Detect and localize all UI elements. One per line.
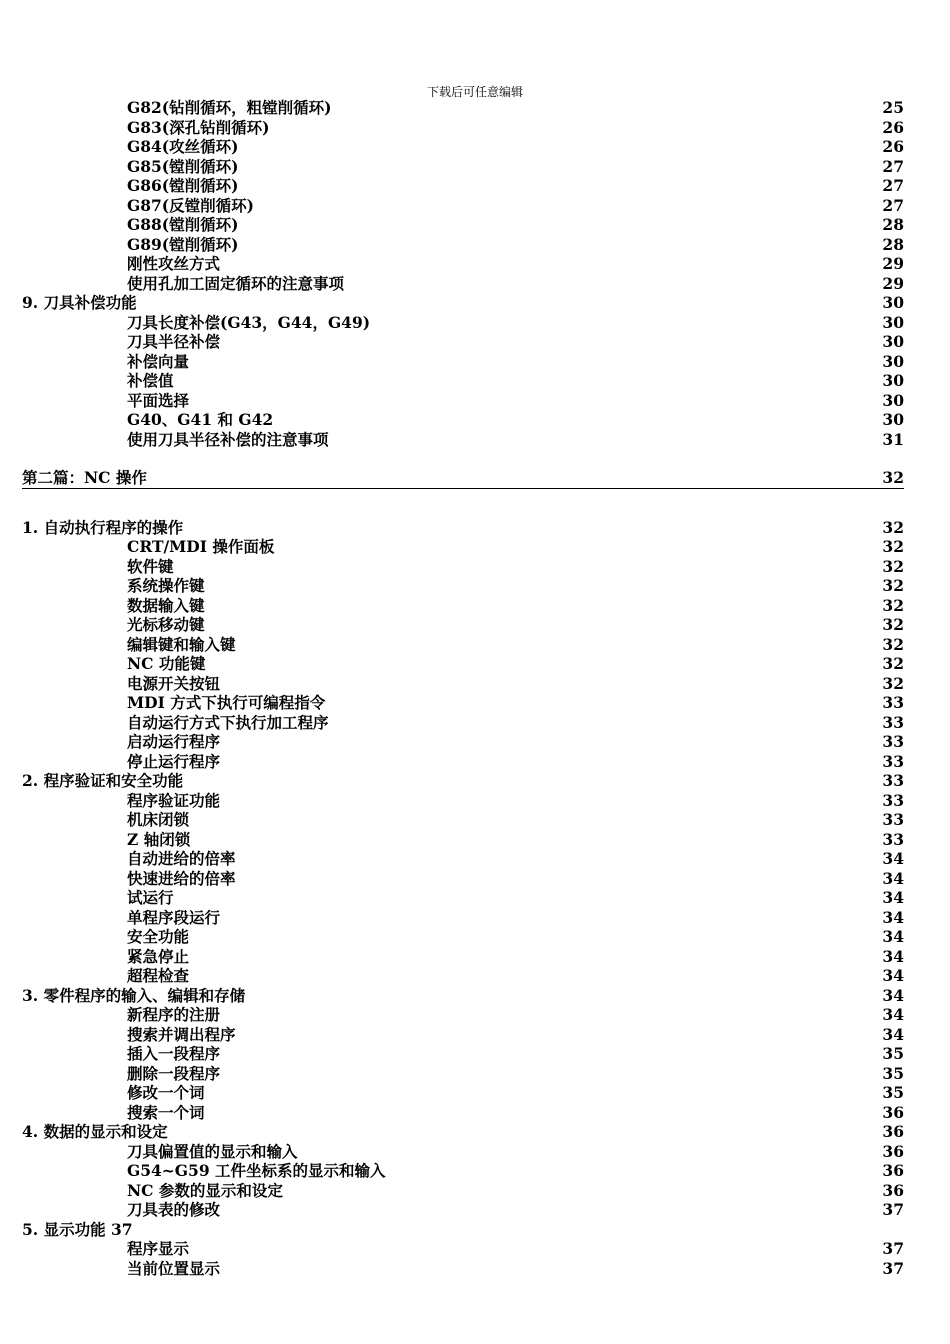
toc-entry-title: 新程序的注册 [127, 1005, 221, 1024]
toc-entry-page: 37 [882, 1239, 904, 1258]
toc-entry-title: 2. 程序验证和安全功能 [22, 771, 184, 790]
toc-entry-page: 27 [882, 156, 904, 176]
toc-section-2 [0, 518, 950, 1279]
toc-entry-page: 35 [882, 1063, 904, 1083]
toc-entry-page: 29 [882, 254, 904, 273]
toc-chapter-entry[interactable] [0, 771, 950, 791]
toc-entry-page: 32 [882, 634, 904, 654]
toc-entry-title: 刀具半径补偿 [127, 332, 221, 351]
toc-entry-page: 32 [882, 537, 904, 556]
toc-entry-title: 单程序段运行 [127, 907, 221, 927]
toc-entry-page: 30 [882, 293, 904, 312]
toc-entry-title: 搜索并调出程序 [127, 1024, 236, 1044]
toc-entry-title: G88(镗削循环) [127, 215, 239, 234]
toc-entry[interactable] [0, 371, 950, 391]
toc-section-1 [0, 98, 950, 449]
toc-entry-page: 34 [882, 946, 904, 966]
toc-entry-title: G87(反镗削循环) [127, 195, 254, 215]
toc-entry-title: CRT/MDI 操作面板 [127, 537, 275, 556]
toc-entry[interactable] [0, 537, 950, 557]
toc-entry[interactable] [0, 118, 950, 138]
toc-entry-title: 9. 刀具补偿功能 [22, 293, 137, 312]
toc-entry-page: 34 [882, 966, 904, 985]
toc-entry-title: 搜索一个词 [127, 1102, 205, 1122]
toc-entry-title: G82(钻削循环，粗镗削循环) [127, 98, 332, 117]
toc-entry-page: 34 [882, 927, 904, 946]
toc-entry-page: 34 [882, 868, 904, 888]
toc-chapter-entry[interactable] [0, 1122, 950, 1142]
toc-entry-title: 使用孔加工固定循环的注意事项 [127, 273, 345, 293]
toc-entry-page: 36 [882, 1122, 904, 1141]
toc-entry[interactable] [0, 1200, 950, 1220]
toc-entry[interactable] [0, 557, 950, 577]
toc-entry-title: 启动运行程序 [127, 732, 221, 751]
toc-entry[interactable] [0, 1103, 950, 1123]
toc-entry[interactable] [0, 215, 950, 235]
toc-entry-title: 数据输入键 [127, 595, 205, 615]
toc-entry[interactable] [0, 869, 950, 889]
toc-entry[interactable] [0, 313, 950, 333]
toc-entry[interactable] [0, 1044, 950, 1064]
toc-entry-title: 程序验证功能 [127, 790, 221, 810]
toc-entry-title: 插入一段程序 [127, 1044, 221, 1063]
toc-entry-page: 33 [882, 771, 904, 790]
toc-entry-page: 28 [882, 234, 904, 254]
toc-entry-title: G89(镗削循环) [127, 234, 239, 254]
toc-entry-page: 35 [882, 1083, 904, 1102]
toc-entry-title: 补偿向量 [127, 351, 190, 371]
toc-entry-title: 刀具长度补偿(G43，G44，G49) [127, 312, 371, 332]
toc-entry-title: 快速进给的倍率 [127, 868, 236, 888]
toc-entry-page: 34 [882, 888, 904, 907]
toc-entry[interactable] [0, 430, 950, 450]
toc-entry[interactable] [0, 274, 950, 294]
toc-entry-page: 32 [882, 595, 904, 615]
toc-part-title: 第二篇：NC 操作 [22, 468, 147, 487]
toc-entry[interactable] [0, 352, 950, 372]
toc-entry-title: 补偿值 [127, 371, 174, 390]
toc-entry-page: 30 [882, 390, 904, 410]
toc-entry[interactable] [0, 966, 950, 986]
toc-entry-page: 30 [882, 332, 904, 351]
toc-chapter-entry[interactable] [0, 1220, 950, 1240]
toc-entry-title: 软件键 [127, 556, 174, 576]
toc-entry-page: 37 [882, 1200, 904, 1219]
toc-entry-page: 30 [882, 351, 904, 371]
toc-entry-title: G83(深孔钻削循环) [127, 117, 270, 137]
toc-part-page: 32 [882, 468, 904, 487]
toc-entry[interactable] [0, 908, 950, 928]
toc-entry-title: 3. 零件程序的输入、编辑和存储 [22, 985, 246, 1005]
page-header: 下载后可任意编辑 [426, 85, 523, 99]
toc-entry-page: 30 [882, 312, 904, 332]
toc-entry-page: 34 [882, 1005, 904, 1024]
toc-entry-page: 36 [882, 1180, 904, 1200]
toc-entry[interactable] [0, 1083, 950, 1103]
toc-entry-title: G40、G41 和 G42 [127, 410, 274, 429]
toc-entry[interactable] [0, 1181, 950, 1201]
toc-entry-title: G84(攻丝循环) [127, 137, 239, 156]
toc-entry[interactable] [0, 674, 950, 694]
toc-entry-page: 30 [882, 410, 904, 429]
table-of-contents [0, 98, 950, 1278]
toc-entry[interactable] [0, 410, 950, 430]
toc-part-heading[interactable] [22, 468, 904, 489]
toc-entry[interactable] [0, 254, 950, 274]
toc-entry-page: 32 [882, 517, 904, 537]
toc-entry-title: Z 轴闭锁 [127, 829, 191, 849]
toc-entry-page: 33 [882, 732, 904, 751]
toc-entry-page: 33 [882, 712, 904, 732]
toc-entry[interactable] [0, 176, 950, 196]
toc-entry-title: 超程检查 [127, 966, 190, 985]
toc-entry-title: 1. 自动执行程序的操作 [22, 517, 184, 537]
toc-entry[interactable] [0, 1239, 950, 1259]
toc-entry-title: 刀具表的修改 [127, 1200, 221, 1219]
toc-entry-title: 程序显示 [127, 1239, 190, 1258]
toc-entry[interactable] [0, 791, 950, 811]
toc-entry-page: 32 [882, 556, 904, 576]
toc-entry[interactable] [0, 1064, 950, 1084]
toc-entry[interactable] [0, 654, 950, 674]
toc-entry-title: 机床闭锁 [127, 810, 190, 829]
toc-entry-page: 33 [882, 829, 904, 849]
toc-entry[interactable] [0, 1259, 950, 1279]
toc-entry[interactable] [0, 596, 950, 616]
toc-entry[interactable] [0, 391, 950, 411]
toc-entry[interactable] [0, 732, 950, 752]
toc-entry-page: 33 [882, 693, 904, 712]
toc-entry-title: 试运行 [127, 888, 174, 907]
toc-entry[interactable] [0, 1005, 950, 1025]
toc-chapter-entry[interactable] [0, 518, 950, 538]
toc-entry-page: 33 [882, 751, 904, 771]
toc-entry[interactable] [0, 235, 950, 255]
toc-entry-title: NC 功能键 [127, 654, 206, 673]
toc-entry-title: 平面选择 [127, 390, 190, 410]
toc-entry-title: G86(镗削循环) [127, 176, 239, 195]
toc-entry-page: 32 [882, 576, 904, 595]
toc-entry-title: 5. 显示功能 37 [22, 1219, 133, 1239]
toc-entry-page: 34 [882, 985, 904, 1005]
toc-entry[interactable] [0, 713, 950, 733]
toc-entry-page: 37 [882, 1258, 904, 1278]
toc-entry-title: 当前位置显示 [127, 1258, 221, 1278]
toc-entry-page: 25 [882, 98, 904, 117]
toc-entry-page: 34 [882, 907, 904, 927]
toc-entry-page: 36 [882, 1102, 904, 1122]
toc-entry-page: 33 [882, 810, 904, 829]
toc-entry-title: 自动进给的倍率 [127, 849, 236, 868]
toc-entry-page: 34 [882, 849, 904, 868]
toc-entry-title: 使用刀具半径补偿的注意事项 [127, 429, 329, 449]
toc-entry-title: 光标移动键 [127, 615, 205, 634]
toc-entry-title: 停止运行程序 [127, 751, 221, 771]
toc-entry-title: MDI 方式下执行可编程指令 [127, 693, 326, 712]
toc-entry[interactable] [0, 927, 950, 947]
toc-entry-title: 4. 数据的显示和设定 [22, 1122, 168, 1141]
toc-entry-page: 32 [882, 615, 904, 634]
toc-entry[interactable] [0, 576, 950, 596]
toc-entry-page: 30 [882, 371, 904, 390]
toc-entry[interactable] [0, 888, 950, 908]
toc-entry[interactable] [0, 830, 950, 850]
toc-entry[interactable] [0, 693, 950, 713]
toc-entry-page: 29 [882, 273, 904, 293]
toc-entry-page: 32 [882, 654, 904, 673]
toc-entry-page: 26 [882, 137, 904, 156]
toc-entry-title: 紧急停止 [127, 946, 190, 966]
toc-entry-title: 刚性攻丝方式 [127, 254, 221, 273]
toc-entry-page: 33 [882, 790, 904, 810]
toc-entry-title: 安全功能 [127, 927, 190, 946]
toc-entry-title: 系统操作键 [127, 576, 205, 595]
toc-chapter-entry[interactable] [0, 986, 950, 1006]
toc-entry-title: 删除一段程序 [127, 1063, 221, 1083]
toc-entry-title: G85(镗削循环) [127, 156, 239, 176]
toc-entry[interactable] [0, 947, 950, 967]
toc-entry[interactable] [0, 849, 950, 869]
toc-entry[interactable] [0, 1161, 950, 1181]
toc-entry-page: 27 [882, 176, 904, 195]
toc-entry-page: 32 [882, 673, 904, 693]
toc-entry-title: 编辑键和输入键 [127, 634, 236, 654]
toc-entry[interactable] [0, 98, 950, 118]
toc-entry-page: 27 [882, 195, 904, 215]
toc-entry-page: 35 [882, 1044, 904, 1063]
toc-entry-title: 自动运行方式下执行加工程序 [127, 712, 329, 732]
toc-entry[interactable] [0, 635, 950, 655]
toc-entry-page: 36 [882, 1161, 904, 1180]
toc-entry-page: 34 [882, 1024, 904, 1044]
toc-entry-title: G54~G59 工件坐标系的显示和输入 [127, 1161, 386, 1180]
toc-entry-page: 36 [882, 1141, 904, 1161]
toc-entry[interactable] [0, 615, 950, 635]
toc-entry-title: NC 参数的显示和设定 [127, 1180, 283, 1200]
toc-chapter-entry[interactable] [0, 293, 950, 313]
toc-entry[interactable] [0, 810, 950, 830]
toc-entry[interactable] [0, 1142, 950, 1162]
toc-entry-page: 26 [882, 117, 904, 137]
toc-entry-page: 28 [882, 215, 904, 234]
toc-entry[interactable] [0, 1025, 950, 1045]
toc-entry-title: 修改一个词 [127, 1083, 205, 1102]
toc-entry[interactable] [0, 332, 950, 352]
toc-entry-title: 电源开关按钮 [127, 673, 221, 693]
toc-entry-page: 31 [882, 429, 904, 449]
toc-entry[interactable] [0, 196, 950, 216]
toc-entry[interactable] [0, 157, 950, 177]
toc-entry[interactable] [0, 137, 950, 157]
toc-entry[interactable] [0, 752, 950, 772]
toc-entry-title: 刀具偏置值的显示和输入 [127, 1141, 298, 1161]
